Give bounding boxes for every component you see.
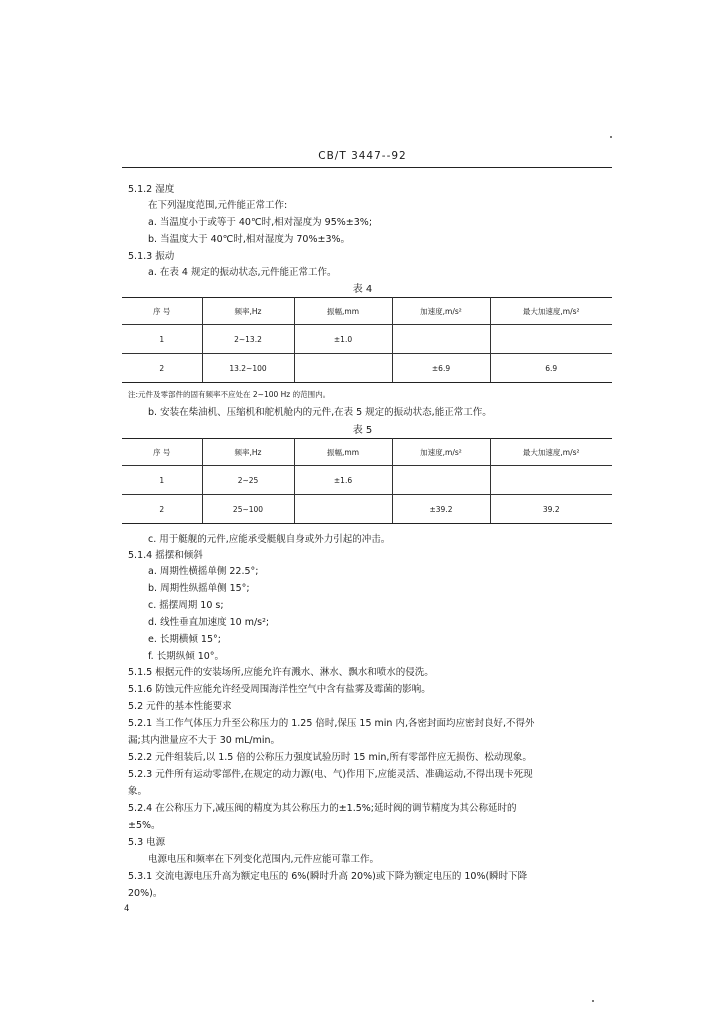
section-5-1-4-item-c: c. 摇摆周期 10 s; [148,600,224,611]
section-5-1-3-item-c: c. 用于艇舰的元件,应能承受艇舰自身或外力引起的冲击。 [148,534,391,545]
table-cell: 6.9 [490,354,612,383]
table-5-title: 表 5 [352,425,373,436]
section-5-3-1-line-2: 20%)。 [128,888,163,899]
table-row [122,325,612,354]
section-5-2-2: 5.2.2 元件组装后,以 1.5 倍的公称压力强度试验历时 15 min,所有零部件应无损伤、松动现象。 [128,752,532,763]
section-5-1-4-item-d: d. 线性垂直加速度 10 m/s²; [148,617,270,628]
table-cell [490,466,612,495]
table-row [122,354,612,383]
table-4-header-cell: 加速度,m/s² [392,298,490,325]
table-4-header-cell: 振幅,mm [294,298,392,325]
section-5-1-6: 5.1.6 防蚀元件应能允许经受周围海洋性空气中含有盐雾及霉菌的影响。 [128,684,431,695]
section-5-2-title: 5.2 元件的基本性能要求 [128,701,232,712]
table-4-header-cell: 最大加速度,m/s² [490,298,612,325]
section-5-2-1-line-2: 漏;其内泄量应不大于 30 mL/min。 [128,735,280,746]
table-cell [392,325,490,354]
table-cell: ±1.0 [294,325,392,354]
section-5-1-3-item-b: b. 安装在柴油机、压缩机和舵机舱内的元件,在表 5 规定的振动状态,能正常工作。 [148,407,492,418]
scan-speck [592,1000,594,1002]
scan-speck [610,136,612,138]
section-5-1-2-title: 5.1.2 湿度 [128,184,175,195]
section-5-3-title: 5.3 电源 [128,837,166,848]
table-cell [294,354,392,383]
table-row [122,495,612,524]
table-cell: 2 [122,354,202,383]
page-number: 4 [124,904,130,914]
table-5-header-row [122,439,612,466]
section-5-1-3-item-a: a. 在表 4 规定的振动状态,元件能正常工作。 [148,267,337,278]
section-5-1-5: 5.1.5 根据元件的安装场所,应能允许有溅水、淋水、飘水和喷水的侵洗。 [128,667,434,678]
section-5-1-2-intro: 在下列湿度范围,元件能正常工作: [148,200,288,211]
section-5-1-2-item-a: a. 当温度小于或等于 40℃时,相对湿度为 95%±3%; [148,217,373,228]
section-5-1-4-item-a: a. 周期性横摇单侧 22.5°; [148,566,259,577]
table-cell: 2~25 [202,466,294,495]
table-4 [122,297,612,383]
section-5-2-4-line-2: ±5%。 [128,820,161,831]
table-cell: ±39.2 [392,495,490,524]
table-cell: 1 [122,466,202,495]
table-5-header-cell: 频率,Hz [202,439,294,466]
section-5-1-4-title: 5.1.4 摇摆和倾斜 [128,550,203,561]
section-5-1-2-item-b: b. 当温度大于 40℃时,相对湿度为 70%±3%。 [148,234,351,245]
section-5-2-3-line-1: 5.2.3 元件所有运动零部件,在规定的动力源(电、气)作用下,应能灵活、准确运动,不得出现卡死现 [128,769,533,780]
section-5-2-4-line-1: 5.2.4 在公称压力下,减压阀的精度为其公称压力的±1.5%;延时阀的调节精度为其公称延时的 [128,803,517,814]
table-4-header-row [122,298,612,325]
header-rule [122,167,612,168]
section-5-1-4-item-b: b. 周期性纵摇单侧 15°; [148,583,250,594]
section-5-3-intro: 电源电压和频率在下列变化范围内,元件应能可靠工作。 [148,854,380,865]
table-cell: 25~100 [202,495,294,524]
table-cell: 2~13.2 [202,325,294,354]
table-cell: 13.2~100 [202,354,294,383]
table-5-header-cell: 加速度,m/s² [392,439,490,466]
table-cell [294,495,392,524]
table-cell: 1 [122,325,202,354]
table-row [122,466,612,495]
table-4-header-cell: 频率,Hz [202,298,294,325]
table-4-header-cell: 序 号 [122,298,202,325]
table-cell: ±1.6 [294,466,392,495]
table-4-title: 表 4 [352,284,373,295]
section-5-1-4-item-e: e. 长期横倾 15°; [148,634,221,645]
section-5-3-1-line-1: 5.3.1 交流电源电压升高为额定电压的 6%(瞬时升高 20%)或下降为额定电压的 10%(瞬时下降 [128,871,528,882]
table-cell: ±6.9 [392,354,490,383]
table-cell: 39.2 [490,495,612,524]
section-5-1-4-item-f: f. 长期纵倾 10°。 [148,651,225,662]
table-cell: 2 [122,495,202,524]
document-header: CB/T 3447--92 [318,150,407,162]
table-5-header-cell: 振幅,mm [294,439,392,466]
table-cell [490,325,612,354]
table-4-note: 注:元件及零部件的固有频率不应处在 2~100 Hz 的范围内。 [128,390,331,399]
table-5-header-cell: 序 号 [122,439,202,466]
table-cell [392,466,490,495]
table-5-header-cell: 最大加速度,m/s² [490,439,612,466]
section-5-1-3-title: 5.1.3 振动 [128,251,175,262]
table-5 [122,438,612,524]
section-5-2-3-line-2: 象。 [128,786,148,797]
section-5-2-1-line-1: 5.2.1 当工作气体压力升至公称压力的 1.25 倍时,保压 15 min 内,各密封面均应密封良好,不得外 [128,718,535,729]
